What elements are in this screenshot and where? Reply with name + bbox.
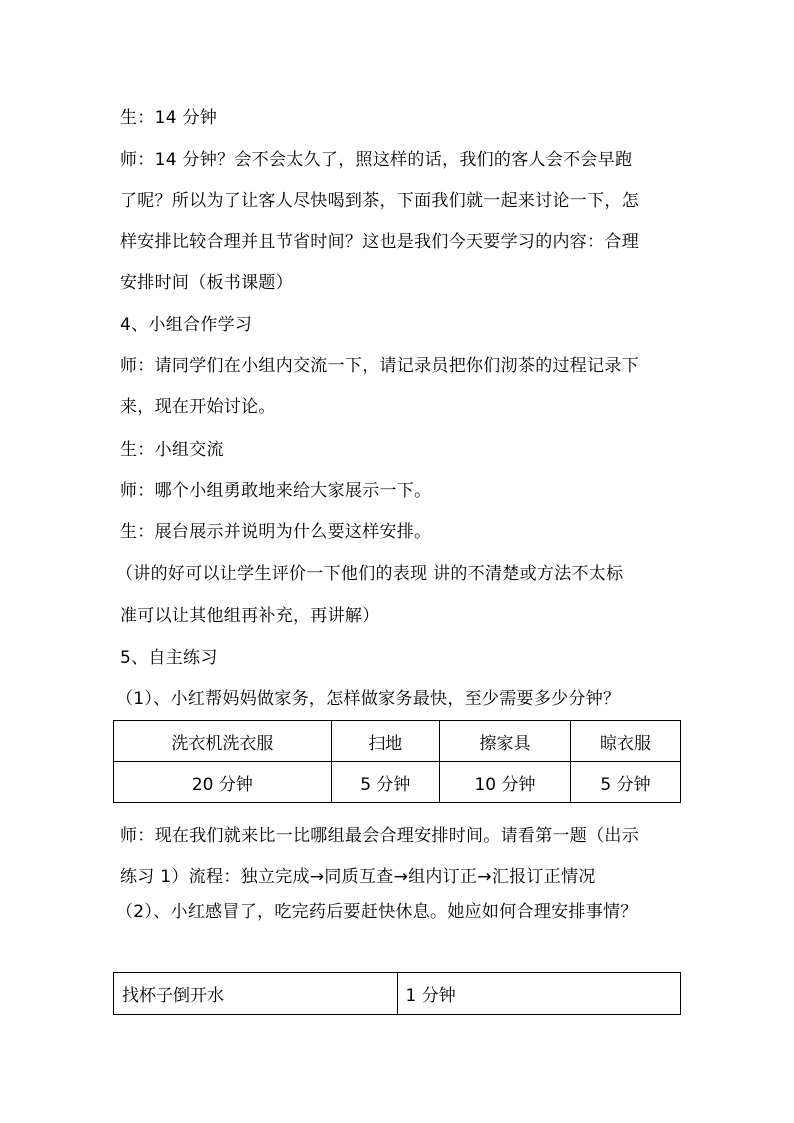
- paragraph: （讲的好可以让学生评价一下他们的表现 讲的不清楚或方法不太标: [116, 564, 624, 584]
- table-cell: 20 分钟: [114, 762, 332, 803]
- table-cell: 1 分钟: [397, 973, 681, 1015]
- paragraph: 安排时间（板书课题）: [120, 273, 293, 293]
- paragraph: 生：小组交流: [120, 440, 224, 460]
- table-row: [114, 721, 681, 762]
- paragraph: 师：哪个小组勇敢地来给大家展示一下。: [120, 481, 432, 501]
- table-cell: 10 分钟: [439, 762, 570, 803]
- table-cell: 扫地: [331, 721, 439, 762]
- paragraph: 了呢？所以为了让客人尽快喝到茶，下面我们就一起来讨论一下，怎: [120, 191, 639, 211]
- table-row: [114, 973, 681, 1015]
- table-cell: 5 分钟: [571, 762, 681, 803]
- paragraph: 师：现在我们就来比一比哪组最会合理安排时间。请看第一题（出示: [120, 826, 639, 846]
- paragraph: 生：展台展示并说明为什么要这样安排。: [120, 522, 432, 542]
- paragraph: 师：请同学们在小组内交流一下，请记录员把你们沏茶的过程记录下: [120, 356, 639, 376]
- table-cell: 擦家具: [439, 721, 570, 762]
- table-cell: 晾衣服: [571, 721, 681, 762]
- paragraph: 来，现在开始讨论。: [120, 397, 276, 417]
- section-heading: 4、小组合作学习: [120, 315, 253, 335]
- table-cell: 找杯子倒开水: [114, 973, 398, 1015]
- exercise-question: （2）、小红感冒了，吃完药后要赶快休息。她应如何合理安排事情？: [116, 902, 638, 922]
- exercise-question: （1）、小红帮妈妈做家务，怎样做家务最快，至少需要多少分钟？: [116, 689, 621, 709]
- section-heading: 5、自主练习: [120, 648, 218, 668]
- table-row: [114, 762, 681, 803]
- paragraph: 生：14 分钟: [120, 108, 218, 128]
- table-cell: 5 分钟: [331, 762, 439, 803]
- paragraph: 准可以让其他组再补充，再讲解）: [120, 606, 380, 626]
- task-table: [113, 972, 681, 1015]
- paragraph: 样安排比较合理并且节省时间？这也是我们今天要学习的内容：合理: [120, 232, 639, 252]
- housework-table: [113, 720, 681, 803]
- paragraph: 练习 1）流程：独立完成→同质互查→组内订正→汇报订正情况: [120, 867, 596, 887]
- table-cell: 洗衣机洗衣服: [114, 721, 332, 762]
- paragraph: 师：14 分钟？会不会太久了，照这样的话，我们的客人会不会早跑: [120, 150, 633, 170]
